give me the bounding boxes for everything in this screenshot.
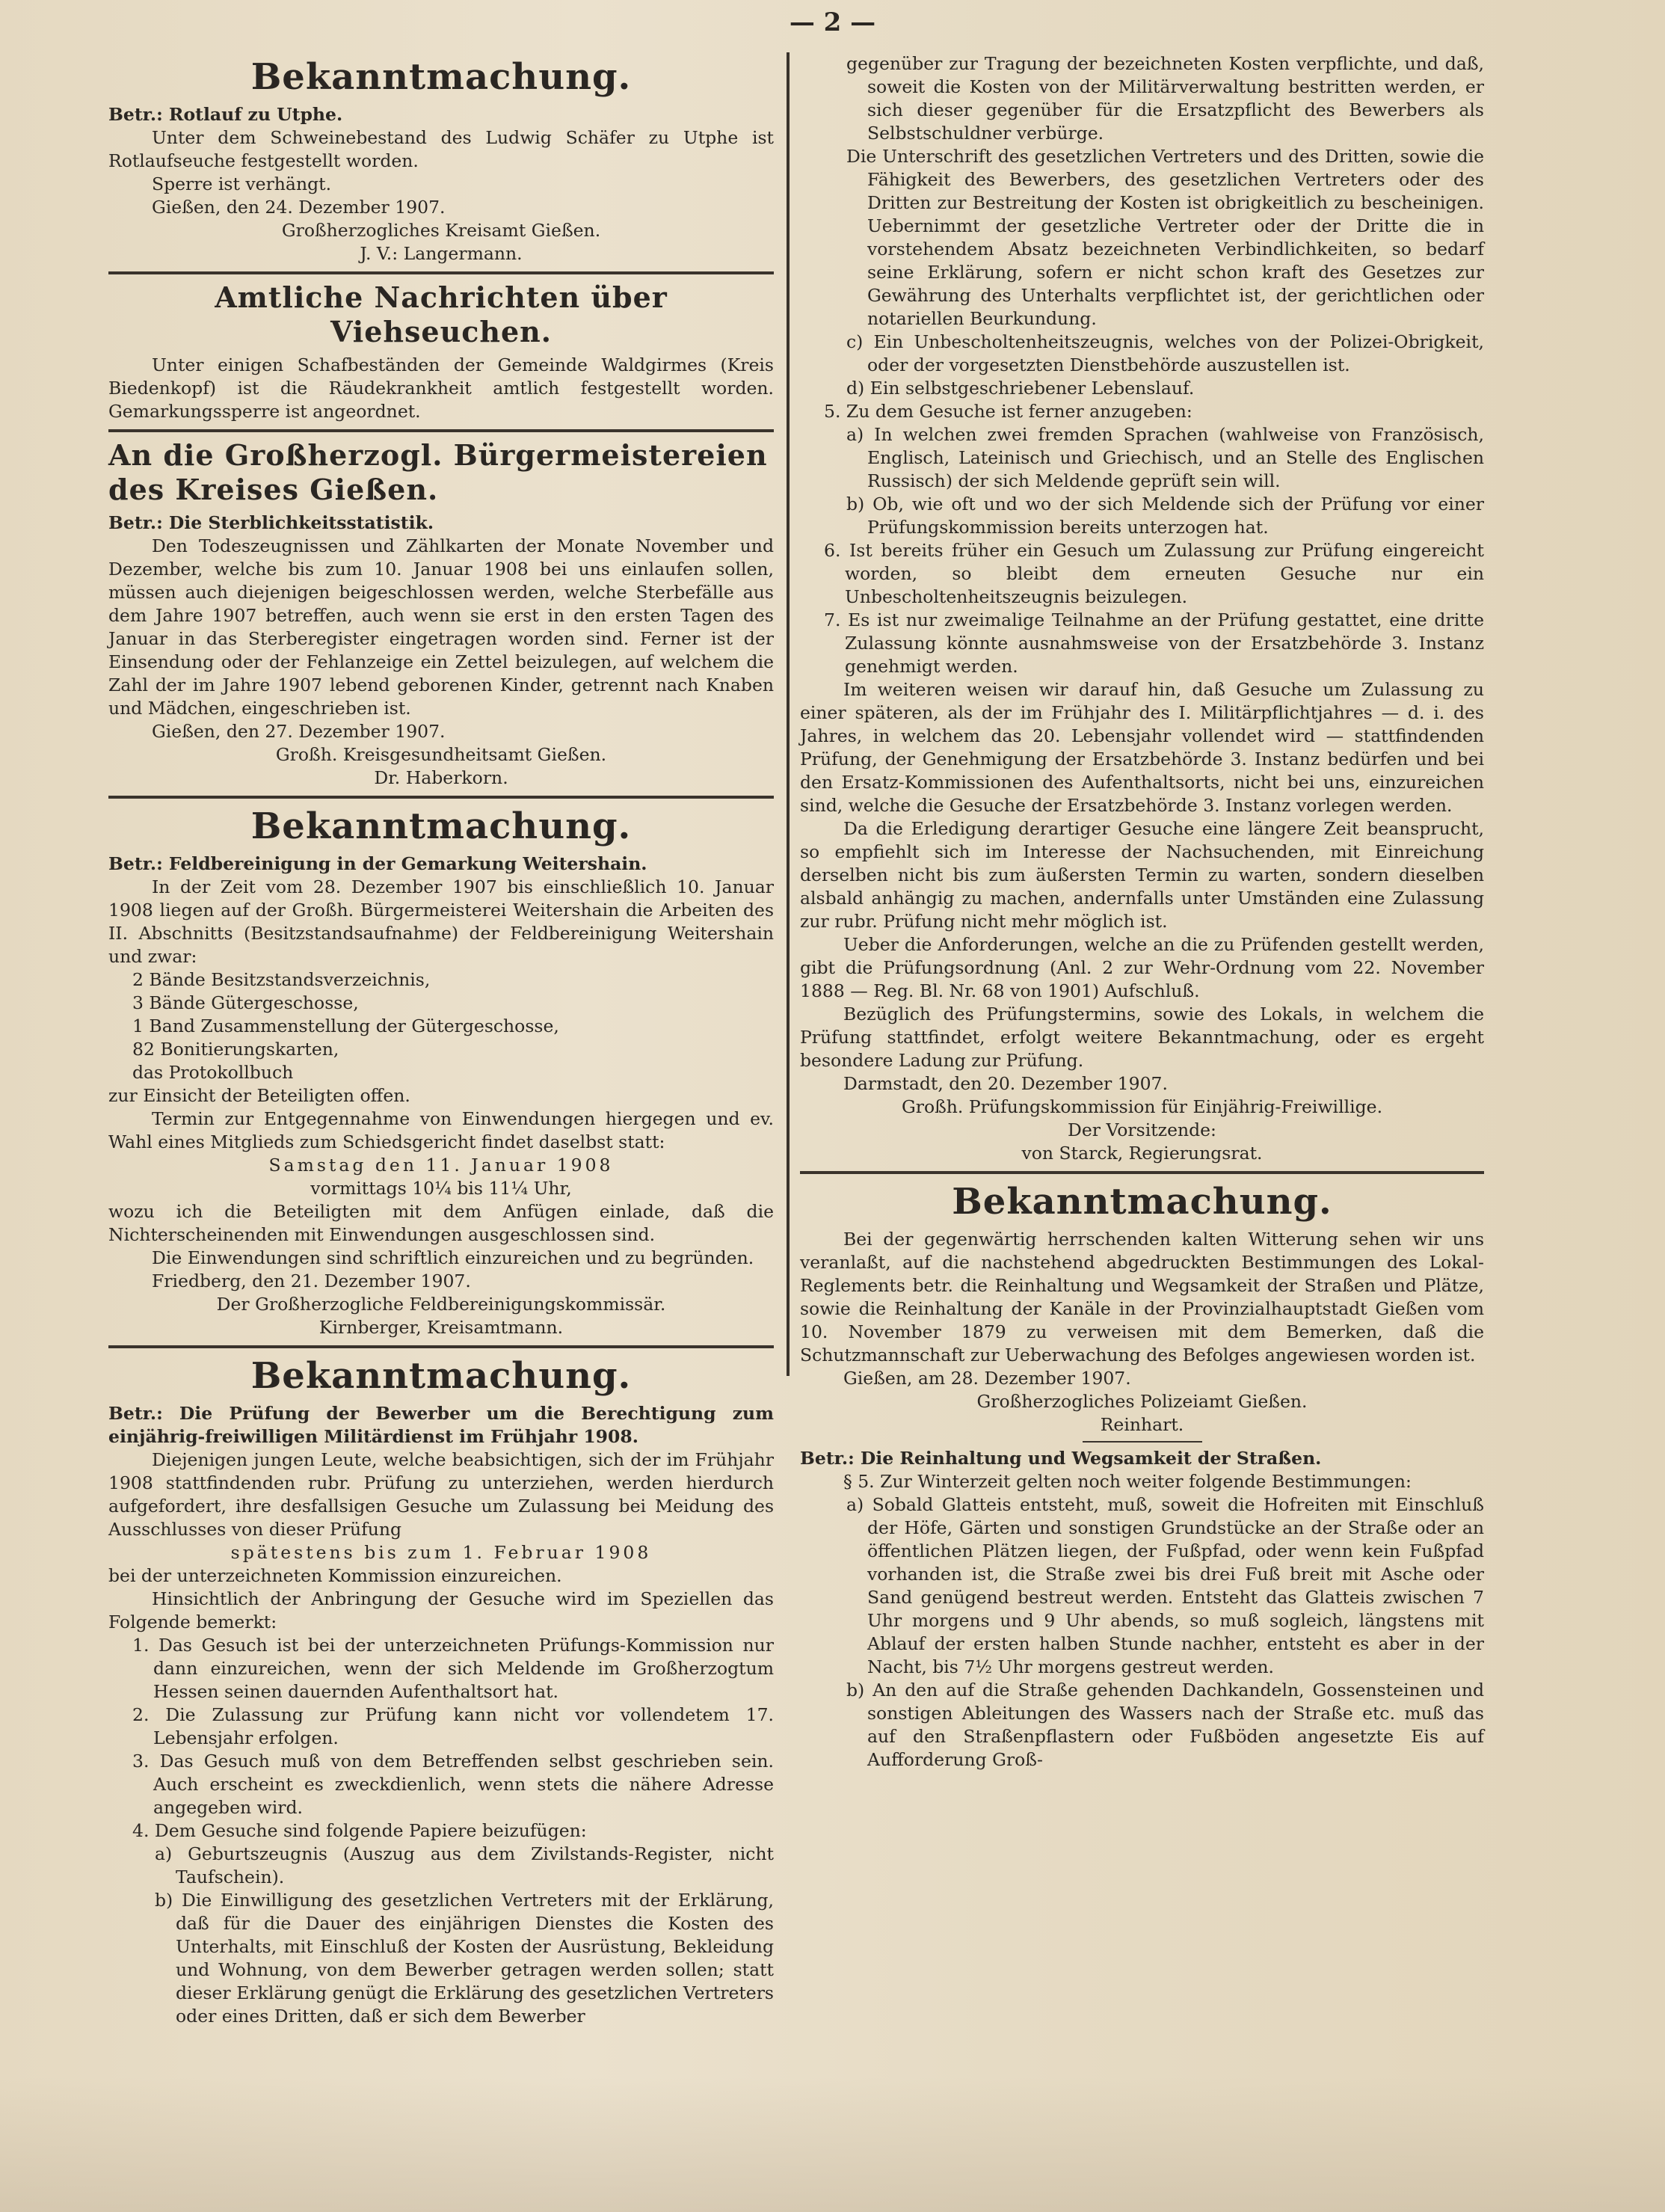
notice-text: Die Einwendungen sind schriftlich einzureichen und zu begründen. [152, 1247, 754, 1268]
notice-date: Darmstadt, den 20. Dezember 1907. [843, 1073, 1168, 1094]
page-number: — 2 — [789, 7, 876, 37]
notice-text: wozu ich die Beteiligten mit dem Anfügen einlade, daß die Nichterscheinenden mit Einwendungen ausgeschlossen sind. [108, 1201, 774, 1245]
list-item: 2. Die Zulassung zur Prüfung kann nicht vor vollendetem 17. Lebensjahr erfolgen. [132, 1704, 774, 1748]
notice-office: Großherzogliches Polizeiamt Gießen. [976, 1391, 1308, 1412]
short-rule [1083, 1441, 1202, 1443]
list-item: Die Unterschrift des gesetzlichen Vertreters und des Dritten, sowie die Fähigkeit des Bewerbers, des gesetzlichen Vertreters oder des Dritten zur Bestreitung der Kosten ist obrigkeitlich zu bescheinigen. Uebernimmt der gesetzliche Vertreter oder der Dritte die in vorstehendem Absatz bezeichneten Verbindlichkeiten, so bedarf seine Erklärung, sofern er nicht schon kraft des Gesetzes zur Gewährung des Unterhalts verpflichtet ist, der gerichtlichen oder notariellen Beurkundung. [846, 146, 1484, 329]
notice-title: Bekanntmachung. [952, 1181, 1332, 1223]
papers-list [108, 1843, 774, 2028]
list-item: 82 Bonitierungskarten, [132, 1039, 339, 1060]
right-column [800, 52, 1484, 1776]
notice-subject: Betr.: Die Reinhaltung und Wegsamkeit der Straßen. [800, 1448, 1322, 1469]
list-item: 5. Zu dem Gesuche ist ferner anzugeben: [824, 401, 1192, 422]
notice-date: Gießen, am 28. Dezember 1907. [843, 1368, 1131, 1389]
list-item: 3. Das Gesuch muß von dem Betreffenden selbst geschrieben sein. Auch erscheint es zweckdienlich, wenn stets die nähere Adresse angegeben wird. [132, 1751, 774, 1818]
notice-sterblichkeit [108, 438, 774, 790]
notice-title: Bekanntmachung. [250, 1355, 632, 1397]
notice-date: Friedberg, den 21. Dezember 1907. [152, 1271, 471, 1291]
notice-text: § 5. Zur Winterzeit gelten noch weiter folgende Bestimmungen: [843, 1471, 1412, 1492]
notice-viehseuchen [108, 280, 774, 423]
notice-text: Termin zur Entgegennahme von Einwendungen hiergegen und ev. Wahl eines Mitglieds zum Schiedsgericht findet daselbst statt: [108, 1108, 774, 1152]
notice-text: Ueber die Anforderungen, welche an die zu Prüfenden gestellt werden, gibt die Prüfungsordnung (Anl. 2 zur Wehr-Ordnung vom 22. November 1888 — Reg. Bl. Nr. 68 von 1901) Aufschluß. [800, 934, 1484, 1001]
notice-rotlauf [108, 55, 774, 265]
notice-title: Amtliche Nachrichten über Viehseuchen. [215, 280, 668, 348]
requirement-list-continued [800, 400, 1484, 423]
list-item: b) An den auf die Straße gehenden Dachkandeln, Gossensteinen und sonstigen Ableitungen des Wassers nach der Straße etc. muß das auf den Straßenpflastern oder Fußböden angesetzte Eis auf Aufforderung Groß- [846, 1680, 1484, 1770]
notice-text: Unter dem Schweinebestand des Ludwig Schäfer zu Utphe ist Rotlaufseuche festgestellt worden. [108, 127, 774, 171]
notice-subject: Betr.: Die Prüfung der Bewerber um die Berechtigung zum einjährig-freiwilligen Militärdienst im Frühjahr 1908. [108, 1403, 774, 1447]
notice-date: Gießen, den 27. Dezember 1907. [152, 721, 446, 742]
notice-text: Da die Erledigung derartiger Gesuche eine längere Zeit beansprucht, so empfiehlt sich im Interesse der Nachsuchenden, mit Einreichung derselben nicht bis zum äußersten Termin zu warten, sondern dieselben alsbald anhängig zu machen, andernfalls unter Umständen eine Zulassung zur rubr. Prüfung nicht mehr möglich ist. [800, 818, 1484, 932]
notice-date-line: Samstag den 11. Januar 1908 [268, 1155, 614, 1176]
notice-deadline: spätestens bis zum 1. Februar 1908 [230, 1542, 652, 1563]
list-item: b) Ob, wie oft und wo der sich Meldende sich der Prüfung vor einer Prüfungskommission bereits unterzogen hat. [846, 494, 1484, 538]
notice-signer: Kirnberger, Kreisamtmann. [318, 1317, 564, 1338]
notice-text: zur Einsicht der Beteiligten offen. [108, 1085, 410, 1106]
section-rule [800, 1171, 1484, 1174]
notice-signer: Reinhart. [1100, 1414, 1184, 1435]
papers-list-continued [800, 52, 1484, 400]
notice-title: Bekanntmachung. [250, 56, 632, 98]
list-item: a) In welchen zwei fremden Sprachen (wahlweise von Französisch, Englisch, Lateinisch und Griechisch, und an Stelle des Englischen Russisch) der sich Meldende geprüft sein will. [846, 424, 1484, 491]
notice-feldbereinigung [108, 805, 774, 1339]
list-item: d) Ein selbstgeschriebener Lebenslauf. [846, 378, 1195, 399]
section-rule [108, 796, 774, 799]
notice-office: Großherzogliches Kreisamt Gießen. [281, 220, 601, 241]
notice-subject: Betr.: Rotlauf zu Utphe. [108, 104, 343, 125]
notice-office: Großh. Kreisgesundheitsamt Gießen. [275, 744, 607, 765]
section-rule [108, 429, 774, 432]
column-divider [787, 52, 790, 1376]
list-item: 1 Band Zusammenstellung der Gütergeschosse, [132, 1016, 559, 1036]
notice-pruefung [108, 1354, 774, 2028]
notice-text: Den Todeszeugnissen und Zählkarten der Monate November und Dezember, welche bis zum 10. Januar 1908 bei uns einlaufen sollen, müssen auch diejenigen beigeschlossen werden, welche Sterbefälle aus dem Jahre 1907 betreffen, auch wenn sie erst in den ersten Tagen des Januar in das Sterberegister eingetragen worden sind. Ferner ist der Einsendung oder der Fehlanzeige ein Zettel beizulegen, auf welchem die Zahl der im Jahre 1907 lebend geborenen Kinder, getrennt nach Knaben und Mädchen, eingeschrieben ist. [108, 535, 774, 719]
list-item: 6. Ist bereits früher ein Gesuch um Zulassung zur Prüfung eingereicht worden, so bleibt dem erneuten Gesuche nur ein Unbescholtenheitszeugnis beizulegen. [824, 540, 1484, 607]
notice-signer: Dr. Haberkorn. [374, 767, 508, 788]
notice-signer: J. V.: Langermann. [360, 243, 523, 264]
section-rule [108, 1345, 774, 1348]
rules-list [800, 1493, 1484, 1772]
section-rule [108, 271, 774, 274]
notice-text: Unter einigen Schafbeständen der Gemeinde Waldgirmes (Kreis Biedenkopf) ist die Räudekrankheit amtlich festgestellt worden. Gemarkungssperre ist angeordnet. [108, 354, 774, 422]
list-item: b) Die Einwilligung des gesetzlichen Vertreters mit der Erklärung, daß für die Dauer des einjährigen Dienstes die Kosten des Unterhalts, mit Einschluß der Kosten der Ausrüstung, Bekleidung und Wohnung, von dem Bewerber getragen werden sollen; statt dieser Erklärung genügt die Erklärung des gesetzlichen Vertreters oder eines Dritten, daß er sich dem Bewerber [155, 1890, 774, 2027]
notice-reinhaltung [800, 1447, 1484, 1772]
list-item: gegenüber zur Tragung der bezeichneten Kosten verpflichte, und daß, soweit die Kosten von der Militärverwaltung bestritten werden, er sich dieser gegenüber für die Ersatzpflicht des Bewerbers als Selbstschuldner verbürge. [846, 53, 1484, 144]
list-item: a) Sobald Glatteis entsteht, muß, soweit die Hofreiten mit Einschluß der Höfe, Gärten und sonstigen Grundstücke an der Straße oder an öffentlichen Plätzen liegen, der Fußpfad, oder wenn kein Fußpfad vorhanden ist, die Straße zwei bis drei Fuß breit mit Asche oder Sand genügend bestreut werden. Entsteht das Glatteis zwischen 7 Uhr morgens und 9 Uhr abends, so muß sogleich, längstens mit Ablauf der ersten halben Stunde nachher, entsteht es aber in der Nacht, bis 7½ Uhr morgens gestreut werden. [846, 1494, 1484, 1677]
notice-text: Sperre ist verhängt. [152, 173, 332, 194]
list-item: 2 Bände Besitzstandsverzeichnis, [132, 969, 431, 990]
list-item: c) Ein Unbescholtenheitszeugnis, welches von der Polizei-Obrigkeit, oder der vorgesetzten Dienstbehörde auszustellen ist. [846, 331, 1484, 375]
notice-signer: von Starck, Regierungsrat. [1021, 1143, 1263, 1164]
notice-witterung [800, 1180, 1484, 1443]
notice-office: Großh. Prüfungskommission für Einjährig-Freiwillige. [901, 1096, 1383, 1117]
requirement-list [108, 1634, 774, 1843]
left-column [108, 52, 774, 2033]
paper-fold-shadow [0, 2077, 1665, 2212]
notice-text: Im weiteren weisen wir darauf hin, daß Gesuche um Zulassung zu einer späteren, als der im Frühjahr des I. Militärpflichtjahres — d. i. des Jahres, in welchem das 20. Lebensjahr vollendet wird — stattfindenden Prüfung, der Genehmigung der Ersatzbehörde 3. Instanz bedürfen und bei den Ersatz-Kommissionen des Aufenthaltsorts, nicht bei uns, einzureichen sind, welche die Gesuche der Ersatzbehörde 3. Instanz vorlegen werden. [800, 679, 1484, 816]
notice-title: An die Großherzogl. Bürgermeistereien des Kreises Gießen. [108, 438, 768, 506]
notice-text: Hinsichtlich der Anbringung der Gesuche wird im Speziellen das Folgende bemerkt: [108, 1588, 774, 1632]
language-list [800, 423, 1484, 539]
notice-time-line: vormittags 10¼ bis 11¼ Uhr, [310, 1178, 572, 1199]
notice-date: Gießen, den 24. Dezember 1907. [152, 197, 446, 218]
list-item: 7. Es ist nur zweimalige Teilnahme an der Prüfung gestattet, eine dritte Zulassung könnte ausnahmsweise von der Ersatzbehörde 3. Instanz genehmigt werden. [824, 609, 1484, 677]
notice-text: In der Zeit vom 28. Dezember 1907 bis einschließlich 10. Januar 1908 liegen auf der Großh. Bürgermeisterei Weitershain die Arbeiten des II. Abschnitts (Besitzstandsaufnahme) der Feldbereinigung Weitershain und zwar: [108, 876, 774, 967]
notice-subject: Betr.: Die Sterblichkeitsstatistik. [108, 512, 434, 533]
list-item: 4. Dem Gesuche sind folgende Papiere beizufügen: [132, 1820, 587, 1841]
notice-title: Bekanntmachung. [250, 805, 632, 847]
requirement-list-continued [800, 539, 1484, 678]
document-list [108, 968, 774, 1084]
list-item: 1. Das Gesuch ist bei der unterzeichneten Prüfungs-Kommission nur dann einzureichen, wenn der sich Meldende im Großherzogtum Hessen seinen dauernden Aufenthaltsort hat. [132, 1635, 774, 1702]
list-item: a) Geburtszeugnis (Auszug aus dem Zivilstands-Register, nicht Taufschein). [155, 1843, 774, 1887]
notice-text: Bei der gegenwärtig herrschenden kalten Witterung sehen wir uns veranlaßt, auf die nachstehend abgedruckten Bestimmungen des Lokal-Reglements betr. die Reinhaltung und Wegsamkeit der Straßen und Plätze, sowie die Reinhaltung der Kanäle in der Provinzialhauptstadt Gießen vom 10. November 1879 zu verweisen mit dem Bemerken, daß die Schutzmannschaft zur Ueberwachung des Befolges angewiesen worden ist. [800, 1229, 1484, 1365]
notice-text: Diejenigen jungen Leute, welche beabsichtigen, sich der im Frühjahr 1908 stattfindenden rubr. Prüfung zu unterziehen, werden hierdurch aufgefordert, ihre desfallsigen Gesuche um Zulassung bei Meidung des Ausschlusses von dieser Prüfung [108, 1449, 774, 1540]
list-item: 3 Bände Gütergeschosse, [132, 992, 359, 1013]
notice-subject: Betr.: Feldbereinigung in der Gemarkung Weitershain. [108, 853, 647, 874]
notice-text: bei der unterzeichneten Kommission einzureichen. [108, 1565, 562, 1586]
notice-text: Bezüglich des Prüfungstermins, sowie des Lokals, in welchem die Prüfung stattfindet, erfolgt weitere Bekanntmachung, oder es ergeht besondere Ladung zur Prüfung. [800, 1004, 1484, 1071]
list-item: das Protokollbuch [132, 1062, 294, 1083]
notice-office: Der Großherzogliche Feldbereinigungskommissär. [216, 1294, 666, 1315]
notice-chair: Der Vorsitzende: [1068, 1119, 1216, 1140]
